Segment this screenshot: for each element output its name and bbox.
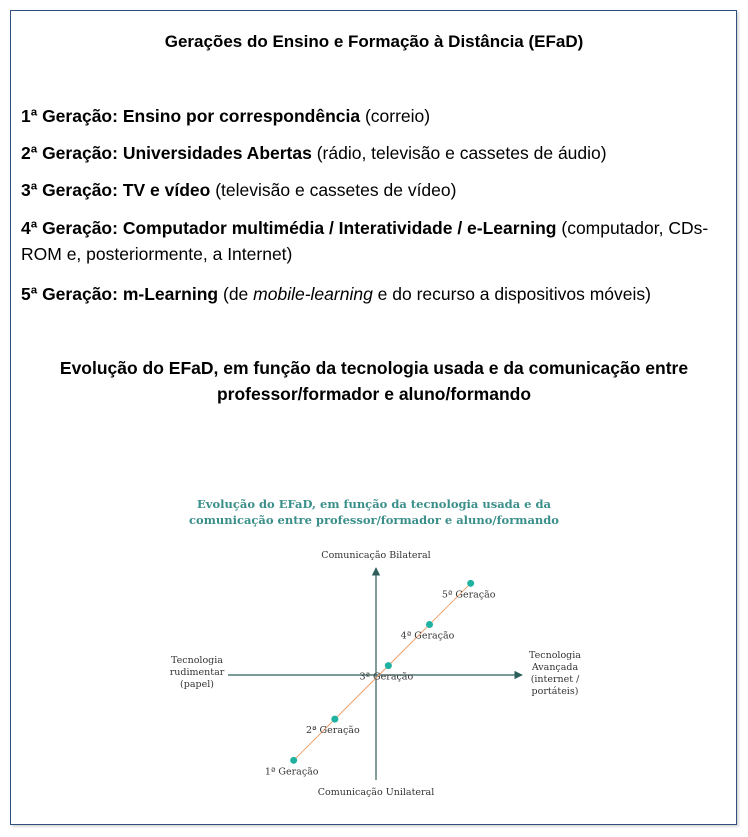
axis-label-right-line: Tecnologia <box>529 650 581 661</box>
generation-detail-after: e do recurso a dispositivos móveis) <box>372 284 651 304</box>
generation-detail: (rádio, televisão e cassetes de áudio) <box>311 143 607 163</box>
chart-title-line-2: comunicação entre professor/formador e aluno/formando <box>189 513 559 527</box>
axis-label-bottom: Comunicação Unilateral <box>317 787 435 798</box>
generation-name: Computador multimédia / Interatividade / e-Learning <box>122 218 557 238</box>
data-point-label: 5ª Geração <box>441 589 496 601</box>
page-title: Gerações do Ensino e Formação à Distância (EFaD) <box>164 32 584 51</box>
data-point <box>385 662 392 669</box>
data-point-label: 4ª Geração <box>400 630 455 642</box>
generation-name: TV e vídeo <box>122 180 211 200</box>
generation-detail: (computador, CDs-ROM e, posteriormente, a Internet) <box>21 218 709 264</box>
generation-4 <box>21 215 721 267</box>
generation-1 <box>21 103 721 129</box>
axis-label-right-line: (internet / <box>530 674 580 685</box>
subheading-line-2: professor/formador e aluno/formando <box>216 384 532 404</box>
data-point <box>467 580 474 587</box>
generation-label: 5ª Geração: <box>21 284 118 304</box>
data-point <box>426 621 433 628</box>
generation-5 <box>21 281 721 307</box>
axis-label-right-line: Avançada <box>531 662 579 673</box>
generation-detail: (correio) <box>360 106 431 126</box>
data-point-label: 2ª Geração <box>305 725 360 737</box>
generation-label: 3ª Geração: <box>21 180 118 200</box>
data-point-label: 1ª Geração <box>264 766 319 778</box>
generation-detail-em: mobile-learning <box>253 284 373 304</box>
axis-label-top: Comunicação Bilateral <box>321 550 431 561</box>
generation-label: 2ª Geração: <box>21 143 118 163</box>
generation-3 <box>21 177 721 203</box>
subheading <box>0 355 748 407</box>
generation-label: 4ª Geração: <box>21 218 118 238</box>
generation-name: Universidades Abertas <box>122 143 312 163</box>
data-point-label: 3ª Geração <box>359 671 414 683</box>
axis-label-left-line: (papel) <box>180 679 214 690</box>
generation-name: Ensino por correspondência <box>122 106 361 126</box>
generation-detail: (televisão e cassetes de vídeo) <box>210 180 457 200</box>
data-point <box>331 716 338 723</box>
axis-label-left-line: rudimentar <box>169 667 225 678</box>
generation-2 <box>21 140 721 166</box>
generation-label: 1ª Geração: <box>21 106 118 126</box>
subheading-line-1: Evolução do EFaD, em função da tecnologia usada e da comunicação entre <box>59 358 689 378</box>
data-point <box>290 757 297 764</box>
generation-name: m-Learning <box>122 284 219 304</box>
chart-title-line-1: Evolução do EFaD, em função da tecnologia usada e da <box>197 497 551 511</box>
axis-label-right-line: portáteis) <box>531 686 579 697</box>
generation-detail-before: (de <box>218 284 254 304</box>
axis-label-left-line: Tecnologia <box>171 655 223 666</box>
evolution-chart <box>0 490 748 810</box>
